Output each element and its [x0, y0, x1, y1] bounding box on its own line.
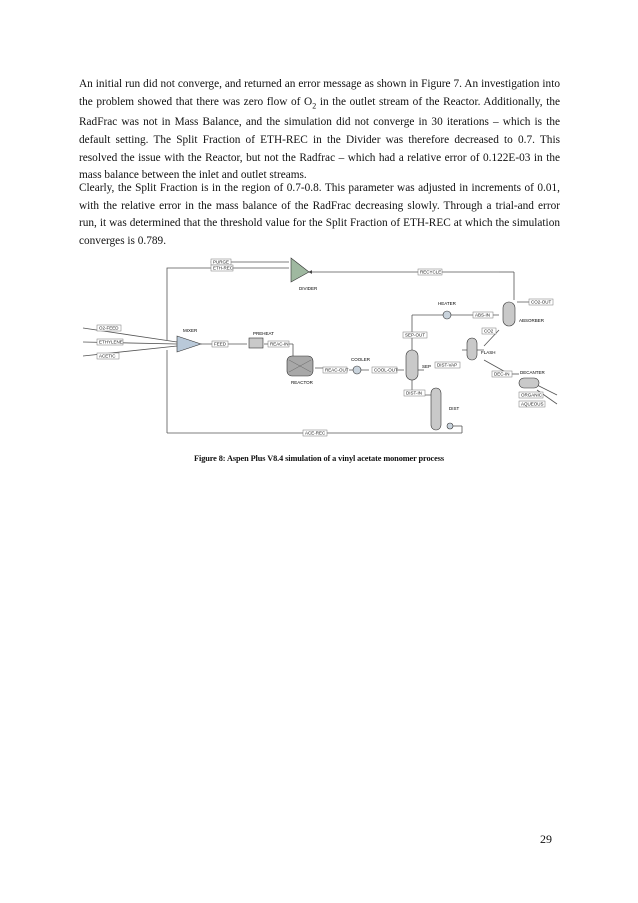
stream-label: O2-FEED: [99, 325, 119, 331]
stream-label: ETH-REC: [213, 265, 233, 271]
stream-label: SEP-OUT: [405, 332, 426, 338]
block-label: ABSORBER: [519, 318, 545, 323]
flash-block: [467, 338, 496, 360]
stream-label: ORGANIC: [521, 392, 543, 398]
stream-label: PURGE: [213, 259, 230, 265]
mixer-block: [177, 328, 201, 352]
block-label: FLASH: [481, 350, 496, 355]
process-flowsheet-figure: [79, 250, 560, 442]
paragraph-text: in the outlet stream of the Reactor. Additionally, the RadFrac was not in Mass Balance, and the simulation did not converge in 30 iterations – which is the default setting. The Split Fraction of ETH-REC in the Divider was therefore decreased to 0.7. This resolved the issue with the Reactor, but not the Radfrac – which had a relative error of 0.122E-03 in the mass balance between the inlet and outlet streams.: [79, 95, 561, 182]
block-label: DIST: [449, 406, 460, 411]
stream-label: CO2: [484, 328, 494, 334]
block-label: MIXER: [183, 328, 198, 333]
block-label: COOLER: [351, 357, 371, 362]
decanter-block: [519, 370, 546, 388]
heater-block: [438, 301, 457, 319]
stream-label: ACE-REC: [305, 430, 326, 436]
paragraph-split-fraction: Clearly, the Split Fraction is in the region of 0.7-0.8. This parameter was adjusted in increments of 0.01, with the relative error in the mass balance of the RadFrac decreasing slowly. Through a trial-and error run, it was determined that the threshold value for the Split Fraction of ETH-REC at which the simulation converges is 0.789.: [79, 182, 560, 247]
dist-block: [431, 388, 460, 430]
stream-label: DEC-IN: [494, 371, 510, 377]
stream-label: AQUEOUS: [521, 401, 544, 407]
paragraph-convergence-issue: [79, 76, 560, 185]
block-label: DECANTER: [520, 370, 545, 375]
block-label: DIVIDER: [299, 286, 318, 291]
stream-label: DIST-IN: [406, 390, 423, 396]
stream-label: ACETIC: [99, 353, 116, 359]
stream-label: FEED: [214, 341, 227, 347]
flowsheet-diagram: [79, 250, 560, 442]
cooler-block: [351, 357, 371, 374]
stream-label: CO2-OUT: [531, 299, 552, 305]
stream-label: ETHYLENE: [99, 339, 123, 345]
block-label: REACTOR: [291, 380, 313, 385]
sep-block: [406, 350, 431, 380]
divider-block: [291, 258, 318, 291]
page-number: 29: [540, 832, 552, 846]
stream-label: RECYCLE: [420, 269, 442, 275]
stream-label: COOL-OUT: [374, 367, 398, 373]
stream-label: ABS-IN: [475, 312, 491, 318]
block-label: HEATER: [438, 301, 456, 306]
stream-label: REAC-OUT: [325, 367, 349, 373]
stream-label: REAC-IN: [270, 341, 289, 347]
stream-label: DIST-VAP: [437, 362, 458, 368]
block-label: PREHEAT: [253, 331, 274, 336]
reactor-block: [287, 356, 314, 385]
paragraph-text: An initial run did not converge, and returned an error message as shown in Figure 7. An investigation into the problem showed that there was zero flow of O: [79, 78, 560, 108]
figure-caption: Figure 8: Aspen Plus V8.4 simulation of a vinyl acetate monomer process: [194, 454, 444, 463]
subscript: 2: [312, 100, 317, 110]
block-label: SEP: [422, 364, 432, 369]
absorber-block: [503, 302, 545, 326]
